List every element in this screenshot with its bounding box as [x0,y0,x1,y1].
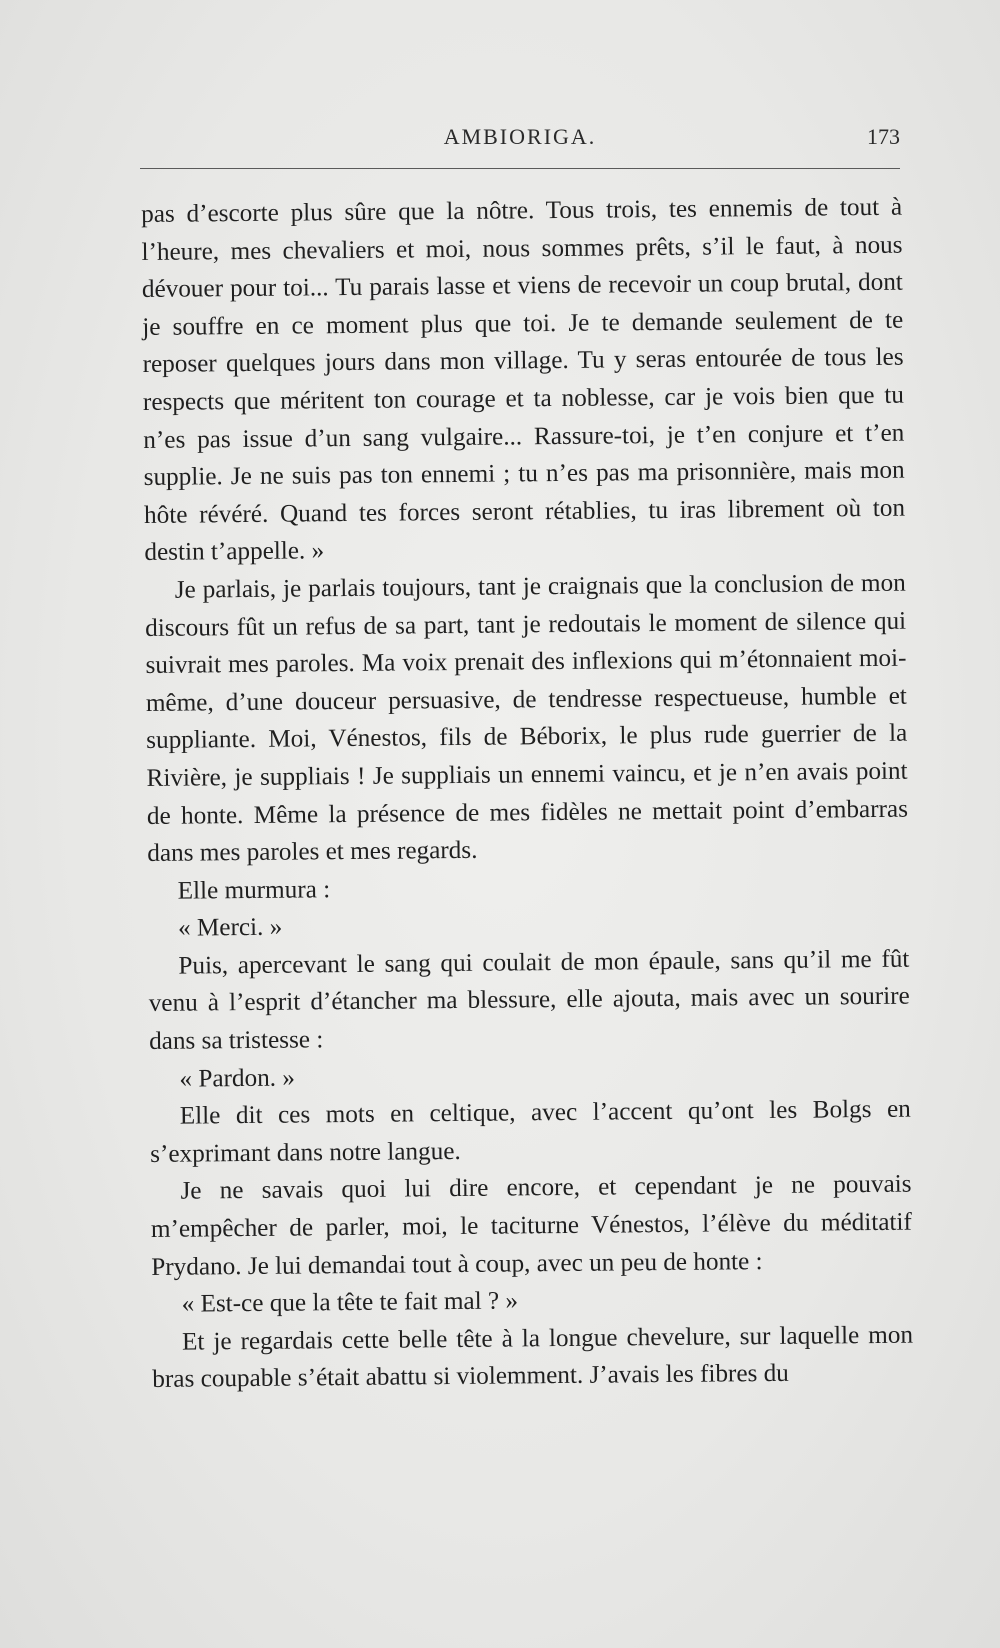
body-text [141,189,914,1399]
page-number: 173 [867,124,900,149]
running-title: AMBIORIGA. [443,124,597,149]
dialogue-line: « Est-ce que la tête te fait mal ? » [181,1287,519,1318]
paragraph: Elle dit ces mots en celtique, avec l’accent qu’ont les Bolgs en s’exprimant dans notre langue. [150,1095,911,1168]
paragraph: Elle murmura : [177,875,331,905]
dialogue-line: « Pardon. » [179,1064,296,1093]
running-head [140,118,900,158]
header-rule [140,168,900,169]
paragraph-continued: pas d’escorte plus sûre que la nôtre. Tous trois, tes ennemis de tout à l’heure, mes chevaliers et moi, nous sommes prêts, s’il le faut, à nous dévouer pour toi... Tu parais lasse et viens de recevoir un coup brutal, dont je souffre en ce moment plus que toi. Je te demande seulement de te reposer quelques jours dans mon village. Tu y seras entourée de tous les respects que méritent ton courage et ta noblesse, car je vois bien que tu n’es pas issue d’un sang vulgaire... Rassure-toi, je t’en conjure et t’en supplie. Je ne suis pas ton ennemi ; tu n’es pas ma prisonnière, mais mon hôte révéré. Quand tes forces seront rétablies, tu iras librement où ton destin t’appelle. » [141,193,906,567]
paragraph: Et je regardais cette belle tête à la longue chevelure, sur laquelle mon bras coupable s’était abattu si violemment. J’avais les fibres du [152,1321,914,1394]
paragraph: Puis, apercevant le sang qui coulait de mon épaule, sans qu’il me fût venu à l’esprit d’étancher ma blessure, elle ajouta, mais avec un sourire dans sa tristesse : [148,945,910,1056]
paragraph: Je parlais, je parlais toujours, tant je craignais que la conclusion de mon discours fût un refus de sa part, tant je redoutais le moment de silence qui suivrait mes paroles. Ma voix prenait des inflexions qui m’étonnaient moi-même, d’une douceur persuasive, de tendresse respectueuse, humble et suppliante. Moi, Vénestos, fils de Béborix, le plus rude guerrier de la Rivière, je suppliais ! Je suppliais un ennemi vaincu, et je n’en avais point de honte. Même la présence de mes fidèles ne mettait point d’embarras dans mes paroles et mes regards. [145,569,909,868]
paragraph: Je ne savais quoi lui dire encore, et cependant je ne pouvais m’empêcher de parler, moi, le taciturne Vénestos, l’élève du méditatif Prydano. Je lui demandai tout à coup, avec un peu de honte : [150,1171,913,1281]
dialogue-line: « Merci. » [177,913,283,942]
